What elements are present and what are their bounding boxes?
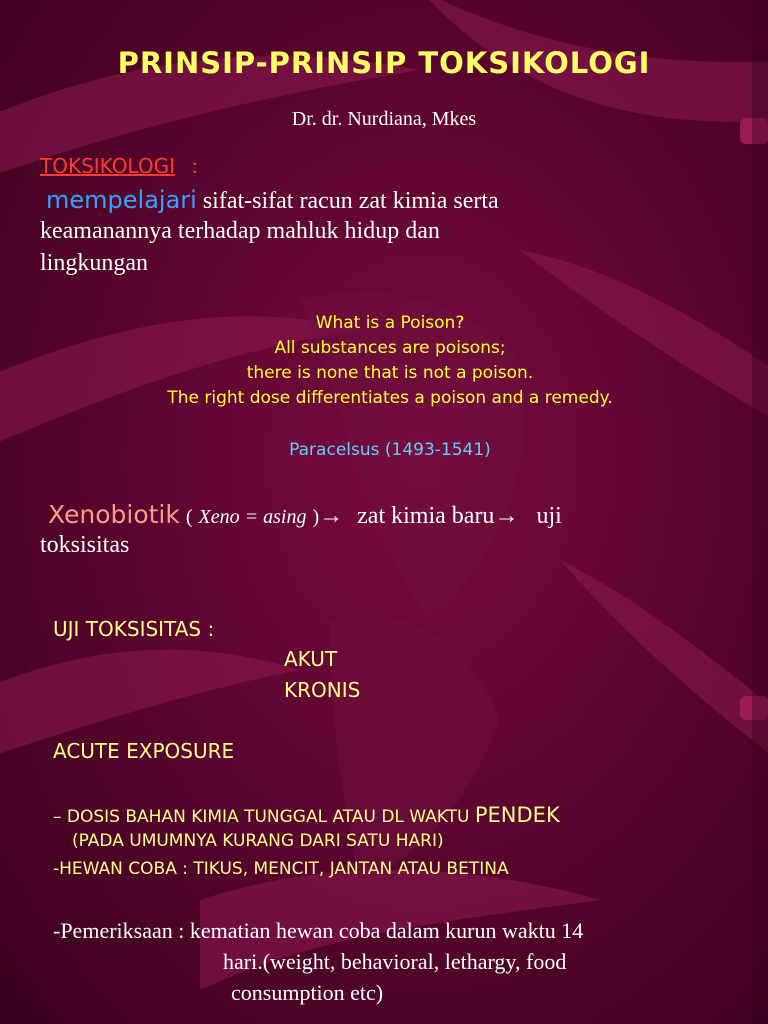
quote-line-4: The right dose differentiates a poison and a remedy. [167,388,613,408]
author-name: Dr. dr. Nurdiana, Mkes [291,108,477,130]
acute-line-1-small: – DOSIS BAHAN KIMIA TUNGGAL ATAU DL WAKTU [53,807,470,827]
definition-highlight: mempelajari [46,186,197,214]
definition-line-1-rest: sifat-sifat racun zat kimia serta [202,188,499,214]
xenobiotik-meaning: Xeno = asing [198,506,307,528]
xenobiotik-paren-close: ) [312,506,320,528]
toksikologi-colon: : [191,154,199,178]
toksikologi-heading [40,154,198,178]
definition-line-3: lingkungan [40,250,148,276]
toksikologi-label: TOKSIKOLOGI [40,154,175,178]
arrow-icon: → [319,503,344,529]
acute-line-1-big: PENDEK [474,803,560,827]
uji-item-kronis: KRONIS [284,678,361,702]
xenobiotik-line-1 [48,500,562,530]
quote-line-3: there is none that is not a poison. [246,363,534,383]
definition-line-2: keamanannya terhadap mahluk hidup dan [40,218,440,244]
xenobiotik-term: Xenobiotik [48,500,180,529]
exam-line-1: -Pemeriksaan : kematian hewan coba dalam kurun waktu 14 [53,918,584,943]
acute-line-1 [53,803,560,827]
uji-heading: UJI TOKSISITAS : [53,617,215,641]
xenobiotik-paren-open: ( [185,506,193,528]
arrow-icon: → [494,503,519,529]
xenobiotik-end: uji [536,503,562,529]
definition-line-1 [46,186,499,215]
acute-line-3: -HEWAN COBA : TIKUS, MENCIT, JANTAN ATAU BETINA [53,859,509,879]
xenobiotik-middle: zat kimia baru [357,503,495,529]
exam-line-3: consumption etc) [231,980,384,1005]
acute-heading: ACUTE EXPOSURE [53,739,235,763]
exam-line-2: hari.(weight, behavioral, lethargy, food [223,949,567,974]
slide-title: PRINSIP-PRINSIP TOKSIKOLOGI [117,46,651,80]
quote-citation: Paracelsus (1493-1541) [289,440,491,460]
uji-item-akut: AKUT [284,647,338,671]
quote-line-1: What is a Poison? [315,313,465,333]
quote-line-2: All substances are poisons; [274,338,506,358]
xenobiotik-line-2: toksisitas [40,532,130,558]
acute-line-2: (PADA UMUMNYA KURANG DARI SATU HARI) [72,831,444,851]
